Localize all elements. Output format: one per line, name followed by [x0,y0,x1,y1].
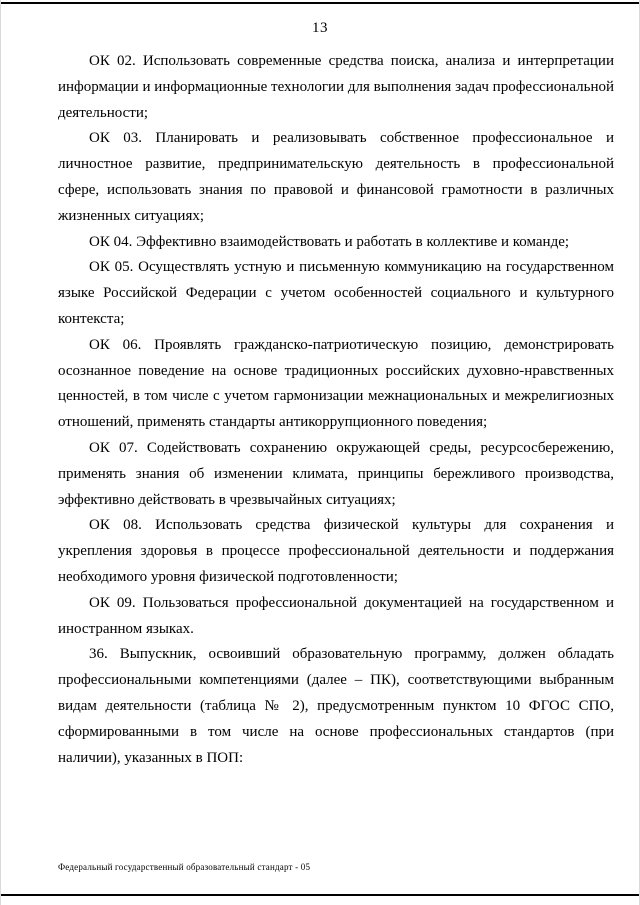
paragraph-ok-04: ОК 04. Эффективно взаимодействовать и работать в коллективе и команде; [89,233,570,250]
paragraph-item-36: 36. Выпускник, освоивший образовательную программу, должен обладать профессиональными компетенциями (далее – ПК), соответствующими выбранным видам деятельности (таблица № 2), предусмотренным пунктом 10 ФГОС СПО, сформированными в том числе на основе профессиональных стандартов (при наличии), указанных в ПОП: [58,646,614,766]
paragraph-ok-08: ОК 08. Использовать средства физической культуры для сохранения и укрепления здоровья в процессе профессиональной деятельности и поддержания необходимого уровня физической подготовленности; [58,517,614,585]
footer-text: Федеральный государственный образовательный стандарт - 05 [58,862,311,872]
page-top-border [1,2,639,4]
page-number: 13 [312,20,328,36]
document-body [58,49,614,771]
paragraph-ok-06: ОК 06. Проявлять гражданско-патриотическую позицию, демонстрировать осознанное поведение на основе традиционных российских духовно-нравственных ценностей, в том числе с учетом гармонизации межнациональных и межрелигиозных отношений, применять стандарты антикоррупционного поведения; [58,336,614,431]
paragraph-ok-03: ОК 03. Планировать и реализовывать собственное профессиональное и личностное развитие, предпринимательскую деятельность в профессиональной сфере, использовать знания по правовой и финансовой грамотности в различных жизненных ситуациях; [58,130,614,224]
paragraph-ok-09: ОК 09. Пользоваться профессиональной документацией на государственном и иностранном языках. [58,594,614,637]
paragraph-ok-05: ОК 05. Осуществлять устную и письменную коммуникацию на государственном языке Российской Федерации с учетом особенностей социального и культурного контекста; [58,259,614,327]
page-bottom-border [1,894,639,896]
paragraph-ok-07: ОК 07. Содействовать сохранению окружающей среды, ресурсосбережению, применять знания об изменении климата, принципы бережливого производства, эффективно действовать в чрезвычайных ситуациях; [58,439,614,508]
paragraph-ok-02: ОК 02. Использовать современные средства поиска, анализа и интерпретации информации и информационные технологии для выполнения задач профессиональной деятельности; [58,53,614,121]
